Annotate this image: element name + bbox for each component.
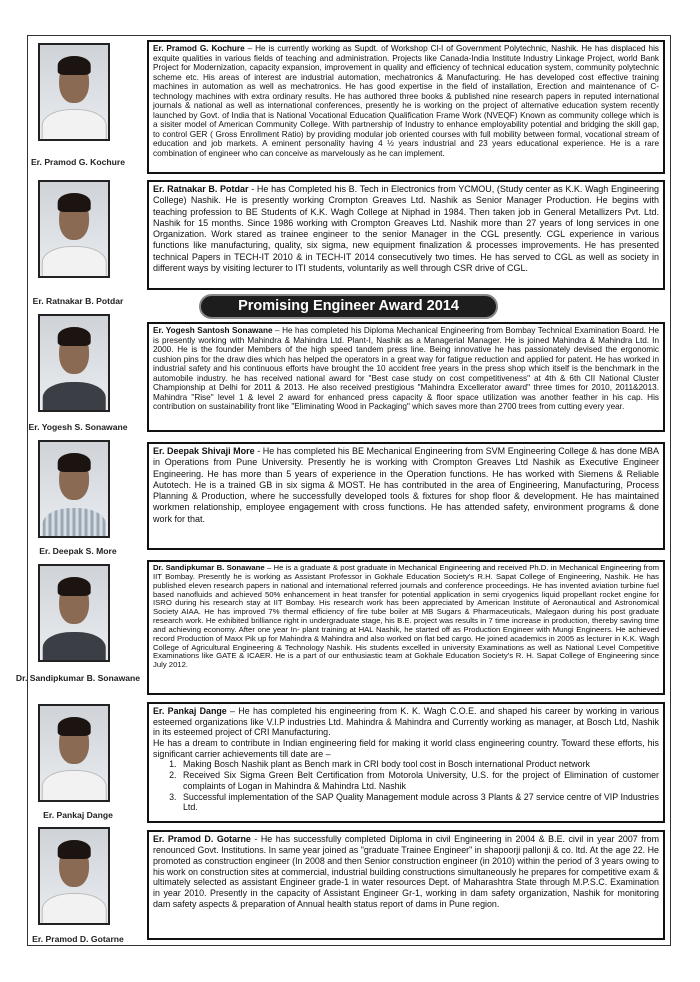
- portrait-photo-potdar: [38, 180, 110, 278]
- list-item: 3. Successful implementation of the SAP Quality Management module across 3 Plants & 27 service centre of VIP Industries Ltd.: [179, 792, 659, 813]
- portrait-photo-sandipkumar: [38, 564, 110, 662]
- bio-pankaj: [147, 702, 665, 823]
- caption-pankaj: Er. Pankaj Dange: [43, 810, 113, 820]
- bio-gotarne: [147, 830, 665, 940]
- bio-name: Er. Pramod G. Kochure: [153, 44, 245, 53]
- portrait-photo-kochure: [38, 43, 110, 141]
- caption-potdar: Er. Ratnakar B. Potdar: [32, 296, 124, 306]
- bio-text: – He has completed his engineering from K. K. Wagh C.O.E. and shaped his career by working in various esteemed organizations like V.I.P industries Ltd. Mahindra & Mahindra and Currently working as manager, at Bosch Ltd, Nashik in its esteemed project of CRI Manufacturing.: [153, 706, 659, 738]
- portrait-photo-deepak: [38, 440, 110, 538]
- award-banner: Promising Engineer Award 2014: [199, 294, 498, 319]
- bio-text: - He has successfully completed Diploma in civil Engineering in 2004 & B.E. civil in year 2007 from renounced Govt. Institutions. In same year joined as "graduate Trainee Engineer" in shapoorji pallonji & co. ltd. At the age 22. He promoted as construction engineer (In 2008 and then Senior construction engineer (in 2010) within the period of 3 years owing to his work on construction sites at commercial, industrial building constructions simultaneously he prepares for competitive exam & ultimately selected as assistant Engineer grade-1 in water resources Dept. of Maharashtra State through M.P.S.C. Examination in year 2010. Presently in the capacity of Assistant Engineer Gr-1, working in dam safety organization, Nashik for monitoring dam safety aspects & preparation of Annual health status report of dams in Pune region.: [153, 834, 659, 910]
- bio-text: – He has completed his Diploma Mechanical Engineering from Bombay Technical Examination Board. He is presently working with Mahindra & Mahindra Ltd. Plant-I, Nashik as a Managerial Manager. He is joined Mahindra & Mahindra Ltd. In 2000. He is the founder Members of the high speed tandem press line. Being innovative he has passionately devised the ergonomic cushion pins for the draw dies which has helped the operators in a great way for fatigue reduction and applied for patent. He has worked in industrial safety and his continuous efforts have brought the 10 accident free years in the press shop which itself is the benchmark in the automobile industry. he has received national award for "Best case study on cost competitiveness" at 4th & 6th CII National Cluster Championship at Delhi for 2011 & 2013. He also received prestigious "Mahindra Excellerator award" three times for 2010, 2011&2013. Mahindra "Rise" level 1 & level 2 award for enhanced press capacity & floor space utilization was another feather in his cap. His contribution on sustainability front like "Eliminating Wood in Packaging" which saves more than 2700 trees from cutting every year.: [153, 326, 659, 412]
- bio-name: Er. Ratnakar B. Potdar: [153, 184, 249, 194]
- caption-sandipkumar: Dr. Sandipkumar B. Sonawane: [15, 673, 141, 683]
- bio-name: Er. Yogesh Santosh Sonawane: [153, 326, 273, 335]
- bio-text-2: He has a dream to contribute in Indian engineering field for making it world class engineering country. Toward these efforts, his significant carrier achievements till date are –: [153, 738, 659, 759]
- bio-kochure: [147, 40, 665, 174]
- caption-yogesh: Er. Yogesh S. Sonawane: [28, 422, 128, 432]
- caption-kochure: Er. Pramod G. Kochure: [30, 157, 126, 167]
- bio-name: Er. Deepak Shivaji More: [153, 446, 255, 456]
- portrait-photo-gotarne: [38, 827, 110, 925]
- list-item: 1. Making Bosch Nashik plant as Bench mark in CRI body tool cost in Bosch international Product network: [179, 759, 659, 770]
- bio-name: Er. Pramod D. Gotarne: [153, 834, 251, 844]
- bio-text: - He has Completed his B. Tech in Electronics from YCMOU, (Study center as K.K. Wagh Engineering College) Nashik. He is presently working Crompton Greaves Ltd. Nashik as Senior Manager Production. He begins with teaching profession to BE Students of K.K. Wagh College at Niphad in 1984. Then taken job in General Metallizers Pvt. Ltd. Nashik for 15 months. Since 1986 working with Crompton Greaves Ltd. Nashik more than 27 years of long services in one Organization. Work stared as trainee engineer to the senior Manager in the CGL presently. CGL experience in various functions like manufacturing, quality, six sigma, new equipment finalization & processes improvements. He has presented technical Papers in TECH-IT 2010 & in TECH-IT 2014 consecutively two times. He has served to CGL as well as society in different ways by visiting lecturer to ITI students, voluntarily as well through CSR drive of CGL.: [153, 184, 659, 273]
- caption-gotarne: Er. Pramod D. Gotarne: [32, 934, 124, 944]
- portrait-photo-pankaj: [38, 704, 110, 802]
- bio-potdar: [147, 180, 665, 290]
- bio-text: – He is currently working as Supdt. of Workshop Cl-I of Government Polytechnic, Nashik. He has displaced his exquite qualities in various fields of teaching and administration. Projects like Canada-India Institute Industry Linkage Project, world Bank Project for Modernization, capacity expansion, improvement in quality and efficiency of technical education system, community polytechnic scheme etc. His areas of interest are industrial automation, mechatronics & Manufacturing. He has developed cost effective training machines in automation as well as mechatronics. He has good expertise in the field of installation, Erection and maintenance of C-technology machines with extra ordinary results. He has authored three books & published nine research papers in reputed international journals & national as well as international conferences, presently he is working on the project of alternative education system recently launched by Govt. of India that is National Vocational Education Qualification Frame Work (NVEQF) Known as community college which is a sisiter model of American Community College. With partnership of Industry to enhance employability potential and bridging the skill gap, to control GER ( Gross Enrollment Ratio) by providing modular job oriented courses with full mobility between formal, vocational stream of education and job markets. A eminent personality having 4 ½ years industrial and 23 years educational experience. He is a rare combination of engineer who can conceive as marvelously as he can implement.: [153, 44, 659, 159]
- bio-yogesh: [147, 322, 665, 432]
- bio-name: Er. Pankaj Dange: [153, 706, 227, 716]
- bio-text: - He has completed his BE Mechanical Engineering from SVM Engineering College & has done MBA in Operations from Pune University. Presently he is working with Crompton Greaves Ltd Nashik as Executive Engineer Engineering. He has more than 5 years of experience in the Operation functions. He has worked with Siemens & Reliable Autotech. He is a trained GB in six sigma & MOST. He has contributed in the area of Engineering, Manufacturing, Process Planning & Production, where he successfully developed tools & fixtures for shop floor & development. He has maintained workmen relationship, employee engagement with cross functions. He has attended safety, environment programs & done work for that.: [153, 446, 660, 524]
- caption-deepak: Er. Deepak S. More: [39, 546, 117, 556]
- portrait-photo-yogesh: [38, 314, 110, 412]
- bio-sandipkumar: [147, 560, 665, 695]
- bio-name: Dr. Sandipkumar B. Sonawane: [153, 563, 265, 572]
- achievement-list: [153, 759, 659, 812]
- bio-deepak: [147, 442, 665, 550]
- bio-text: – He is a graduate & post graduate in Mechanical Engineering and received Ph.D. in Mechanical Engineering from IIT Bombay. Presently he is working as Assistant Professor in Gokhale Education Society's R.H. Sapat College of Engineering, Nashik. He has published eleven research papers in national and international referred journals and conference proceedings. He has invented aviation turbine fuel based nanofluids and achieved 50% enhancement in heat transfer for potential application in semi cryogenics liquid propellant rocket engine for ISRO during his research stay at IIT Bombay. His research work has been appreciated by American Institute of Aeronautical and Astronomical Society AIAA. He has improved 7% thermal efficiency of fire tube boiler at MB Sugars & Pharmaceuticals, Malegaon during his post graduate research work. He exhibited brilliance right in undergraduate stage, his B.E. project was results in 7 time increase in production, thereby saving time and achieving economy. After one year In- plant training at HAL Nashik, he started off as Production Engineer with Mungi Engineers. He achieved record Production of Maxx Pik up for Mahindra & Mahindra and also worked on flat bed cargo. He joined academics in 2005 as lecturer in K.K. Wagh College of Agricultural Engineering & Technology Nashik. His students excelled in university Examinations as well as National Level Competitive Examinations like GATE & ICAER. He is a part of our enthusiastic team at Gokhale Education Society's R. H. Sapat College of Engineering since July 2012.: [153, 563, 660, 670]
- list-item: 2. Received Six Sigma Green Belt Certification from Motorola University, U.S. for the project of Elimination of customer complaints of Logan in Mahindra & Mahindra Ltd. Nashik: [179, 770, 659, 791]
